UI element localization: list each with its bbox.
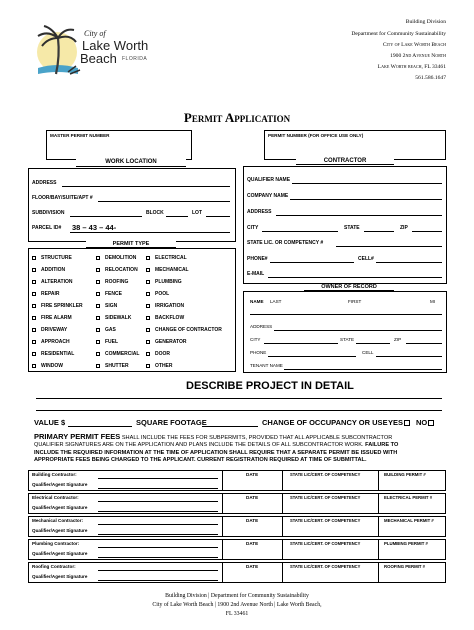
sub-contractor-field[interactable]	[98, 524, 218, 525]
permit-type-checkbox[interactable]	[146, 340, 150, 344]
permit-type-label: STRUCTURE	[41, 255, 72, 261]
permit-type-checkbox[interactable]	[32, 280, 36, 284]
wl-address-label: ADDRESS	[32, 180, 57, 186]
describe-heading: DESCRIBE PROJECT IN DETAIL	[186, 380, 354, 392]
sub-divider	[282, 562, 283, 583]
sub-qualifier-label: Qualifier/Agent Signature	[32, 574, 88, 579]
ct-email-label: E-MAIL	[247, 271, 265, 277]
permit-type-checkbox[interactable]	[96, 316, 100, 320]
yes-checkbox[interactable]	[404, 420, 410, 426]
ow-phone-label: PHONE	[250, 350, 267, 355]
permit-type-checkbox[interactable]	[146, 268, 150, 272]
sub-qualifier-label: Qualifier/Agent Signature	[32, 482, 88, 487]
header-city: City of Lake Worth Beach	[382, 42, 446, 48]
sub-license-label: STATE LIC/CERT. OF COMPETENCY	[290, 472, 361, 477]
sub-contractor-label: Building Contractor:	[32, 472, 77, 477]
ct-city-label: CITY	[247, 225, 259, 231]
sub-divider	[282, 470, 283, 491]
sub-qualifier-field[interactable]	[98, 557, 218, 558]
sub-license-label: STATE LIC/CERT. OF COMPETENCY	[290, 564, 361, 569]
permit-type-label: ROOFING	[105, 279, 129, 285]
yes-label: YES	[388, 418, 404, 427]
ct-qualifier-field[interactable]	[292, 183, 442, 184]
sub-divider	[282, 539, 283, 560]
permit-type-checkbox[interactable]	[146, 316, 150, 320]
permit-type-checkbox[interactable]	[96, 340, 100, 344]
sub-permit-label: PLUMBING PERMIT #	[384, 541, 428, 546]
permit-type-label: FENCE	[105, 291, 122, 297]
sub-divider	[378, 493, 379, 514]
wl-block-field[interactable]	[166, 216, 188, 217]
ow-address-field[interactable]	[274, 330, 442, 331]
permit-type-checkbox[interactable]	[96, 304, 100, 308]
sub-qualifier-label: Qualifier/Agent Signature	[32, 528, 88, 533]
ct-cell-field[interactable]	[376, 262, 442, 263]
sub-date-label: DATE	[246, 564, 259, 569]
ct-phone-label: PHONE#	[247, 256, 268, 262]
sub-divider	[222, 539, 223, 560]
wl-floor-label: FLOOR/BAY/SUITE/APT #	[32, 195, 93, 201]
permit-type-label: FUEL	[105, 339, 119, 345]
fees-notice	[34, 433, 446, 465]
sqft-label: SQUARE FOOTAGE	[136, 418, 207, 427]
describe-line-1[interactable]	[36, 398, 442, 399]
ow-address-label: ADDRESS	[250, 324, 273, 329]
sub-qualifier-field[interactable]	[98, 488, 218, 489]
permit-type-checkbox[interactable]	[32, 316, 36, 320]
wl-address-field[interactable]	[62, 186, 230, 187]
wl-block-label: BLOCK	[146, 210, 164, 216]
ow-cell-field[interactable]	[376, 356, 442, 357]
sub-qualifier-field[interactable]	[98, 511, 218, 512]
permit-type-checkbox[interactable]	[96, 280, 100, 284]
no-checkbox[interactable]	[428, 420, 434, 426]
permit-type-label: DOOR	[155, 351, 170, 357]
permit-type-label: FIRE ALARM	[41, 315, 72, 321]
sub-contractor-label: Roofing Contractor:	[32, 564, 76, 569]
sub-date-label: DATE	[246, 472, 259, 477]
permit-type-checkbox[interactable]	[32, 292, 36, 296]
sub-divider	[378, 470, 379, 491]
sub-contractor-label: Plumbing Contractor:	[32, 541, 80, 546]
sub-license-label: STATE LIC/CERT. OF COMPETENCY	[290, 495, 361, 500]
permit-type-checkbox[interactable]	[96, 352, 100, 356]
permit-type-label: IRRIGATION	[155, 303, 185, 309]
permit-type-label: OTHER	[155, 363, 173, 369]
sub-divider	[222, 562, 223, 583]
ow-name-label: NAME	[250, 299, 264, 304]
header-citystate: Lake Worth beach, FL 33461	[377, 64, 446, 70]
permit-type-checkbox[interactable]	[96, 256, 100, 260]
ct-address-field[interactable]	[276, 215, 442, 216]
logo-florida: FLORIDA	[122, 56, 148, 62]
ct-company-label: COMPANY NAME	[247, 193, 289, 199]
permit-type-label: CHANGE OF CONTRACTOR	[155, 327, 222, 333]
sub-license-label: STATE LIC/CERT. OF COMPETENCY	[290, 541, 361, 546]
permit-type-checkbox[interactable]	[146, 304, 150, 308]
permit-type-checkbox[interactable]	[96, 364, 100, 368]
ct-address-label: ADDRESS	[247, 209, 272, 215]
permit-type-checkbox[interactable]	[96, 292, 100, 296]
ct-cell-label: CELL#	[358, 256, 374, 262]
sub-contractor-field[interactable]	[98, 478, 218, 479]
sub-divider	[282, 516, 283, 537]
permit-type-label: REPAIR	[41, 291, 60, 297]
ow-cell-label: CELL	[362, 350, 374, 355]
permit-type-label: RELOCATION	[105, 267, 138, 273]
wl-lot-label: LOT	[192, 210, 202, 216]
permit-type-checkbox[interactable]	[32, 352, 36, 356]
ct-email-field[interactable]	[268, 277, 442, 278]
sub-permit-label: BUILDING PERMIT #	[384, 472, 426, 477]
ow-zip-label: ZIP	[394, 337, 402, 342]
sub-date-label: DATE	[246, 518, 259, 523]
sub-divider	[222, 493, 223, 514]
permit-type-label: ELECTRICAL	[155, 255, 187, 261]
permit-type-checkbox[interactable]	[32, 304, 36, 308]
permit-type-label: WINDOW	[41, 363, 63, 369]
permit-type-checkbox[interactable]	[32, 328, 36, 332]
permit-type-checkbox[interactable]	[146, 352, 150, 356]
master-permit-box[interactable]	[46, 130, 192, 160]
ow-name-field[interactable]	[250, 314, 442, 315]
permit-type-label: BACKFLOW	[155, 315, 185, 321]
permit-type-checkbox[interactable]	[32, 364, 36, 368]
sub-date-label: DATE	[246, 541, 259, 546]
ow-state-label: STATE	[340, 337, 355, 342]
sub-qualifier-field[interactable]	[98, 534, 218, 535]
wl-floor-field[interactable]	[98, 201, 230, 202]
permit-type-label: ADDITION	[41, 267, 66, 273]
sub-divider	[222, 516, 223, 537]
permit-type-label: SHUTTER	[105, 363, 129, 369]
ct-state-label: STATE	[344, 225, 360, 231]
sub-permit-label: MECHANICAL PERMIT #	[384, 518, 434, 523]
permit-type-label: ALTERATION	[41, 279, 73, 285]
sub-contractor-label: Mechanical Contractor:	[32, 518, 84, 523]
permit-type-label: RESIDENTIAL	[41, 351, 75, 357]
ow-last-label: LAST	[270, 299, 282, 304]
ct-zip-field[interactable]	[412, 231, 442, 232]
wl-subdivision-label: SUBDIVISION	[32, 210, 65, 216]
sub-permit-label: ROOFING PERMIT #	[384, 564, 426, 569]
permit-number-label: PERMIT NUMBER (FOR OFFICE USE ONLY)	[268, 133, 364, 138]
wl-parcel-value: 38 – 43 – 44-	[72, 223, 117, 232]
footer-line3: FL 33461	[225, 611, 249, 617]
sub-date-label: DATE	[246, 495, 259, 500]
value-label: VALUE $	[34, 418, 66, 427]
fees-line4: APPROPRIATE FEES BEING CHARGED TO THE APPLICANT. CURRENT REGISTRATION REQUIRED AT TIME OF SUBMITTAL.	[34, 457, 367, 464]
footer-line2: City of Lake Worth Beach | 1900 2nd Avenue North | Lake Worth Beach,	[152, 602, 322, 608]
logo-city-of: City of	[84, 29, 106, 38]
permit-type-checkbox[interactable]	[146, 292, 150, 296]
permit-type-label: POOL	[155, 291, 170, 297]
ct-city-field[interactable]	[262, 231, 338, 232]
permit-type-label: FIRE SPRINKLER	[41, 303, 83, 309]
header-phone: 561.586.1647	[415, 75, 446, 81]
sub-divider	[378, 539, 379, 560]
ow-tenant-label: TENANT NAME	[250, 363, 283, 368]
ow-first-label: FIRST	[348, 299, 362, 304]
permit-type-label: APPROACH	[41, 339, 70, 345]
fees-line3: INCLUDE THE REQUIRED INFORMATION AT THE TIME OF APPLICATION SHALL REQUIRE THAT A SEPARATE PERMIT BE ISSUED WITH	[34, 449, 398, 456]
no-label: NO	[416, 418, 428, 427]
sub-license-label: STATE LIC/CERT. OF COMPETENCY	[290, 518, 361, 523]
ow-tenant-field[interactable]	[284, 369, 442, 370]
ct-qualifier-label: QUALIFIER NAME	[247, 177, 291, 183]
permit-type-label: SIGN	[105, 303, 118, 309]
fees-line2b: FAILURE TO	[363, 442, 399, 449]
sub-contractor-field[interactable]	[98, 501, 218, 502]
owner-heading: OWNER OF RECORD	[304, 284, 394, 291]
permit-type-heading: PERMIT TYPE	[86, 241, 176, 248]
permit-type-checkbox[interactable]	[146, 364, 150, 368]
ct-company-field[interactable]	[290, 199, 442, 200]
ow-state-field[interactable]	[356, 343, 390, 344]
permit-type-label: COMMERCIAL	[105, 351, 140, 357]
sub-permit-label: ELECTRICAL PERMIT #	[384, 495, 433, 500]
fees-lead: PRIMARY PERMIT FEES	[34, 432, 121, 441]
change-occupancy-label: CHANGE OF OCCUPANCY OR USE	[262, 418, 388, 427]
ow-zip-field[interactable]	[406, 343, 442, 344]
permit-type-checkbox[interactable]	[32, 268, 36, 272]
wl-parcel-field[interactable]	[70, 232, 230, 233]
sqft-field[interactable]	[202, 426, 258, 427]
permit-type-label: GENERATOR	[155, 339, 187, 345]
wl-parcel-label: PARCEL ID#	[32, 225, 62, 231]
master-permit-label: MASTER PERMIT NUMBER	[50, 133, 110, 138]
wl-subdivision-field[interactable]	[70, 216, 142, 217]
sub-contractor-field[interactable]	[98, 547, 218, 548]
header-division: Building Division	[405, 19, 446, 25]
permit-type-checkbox[interactable]	[146, 280, 150, 284]
permit-type-checkbox[interactable]	[146, 256, 150, 260]
ct-state-field[interactable]	[364, 231, 394, 232]
ow-city-field[interactable]	[264, 343, 338, 344]
logo-beach: Beach	[80, 51, 117, 66]
sub-qualifier-field[interactable]	[98, 580, 218, 581]
permit-type-checkbox[interactable]	[96, 328, 100, 332]
ct-phone-field[interactable]	[270, 262, 354, 263]
city-logo	[30, 22, 150, 84]
ow-phone-field[interactable]	[268, 356, 356, 357]
footer-line1: Building Division | Department for Community Sustainability	[165, 593, 309, 599]
sub-contractor-field[interactable]	[98, 570, 218, 571]
ow-mi-label: MI	[430, 299, 436, 304]
page-title: Permit Application	[183, 110, 291, 125]
value-field[interactable]	[68, 426, 132, 427]
permit-type-label: DEMOLITION	[105, 255, 137, 261]
contractor-heading: CONTRACTOR	[296, 158, 394, 165]
permit-number-box[interactable]	[264, 130, 446, 160]
sub-divider	[222, 470, 223, 491]
wl-lot-field[interactable]	[206, 216, 230, 217]
permit-type-checkbox[interactable]	[32, 256, 36, 260]
fees-line1: SHALL INCLUDE THE FEES FOR SUBPERMITS, PROVIDED THAT ALL APPLICABLE SUBCONTRACTOR	[120, 435, 393, 441]
ow-city-label: CITY	[250, 337, 261, 342]
ct-license-label: STATE LIC. OR COMPETENCY #	[247, 240, 324, 246]
logo-lake-worth: Lake Worth	[82, 38, 149, 53]
header-department: Department for Community Sustainability	[351, 31, 446, 37]
sub-divider	[378, 516, 379, 537]
ct-zip-label: ZIP	[400, 225, 408, 231]
work-location-heading: WORK LOCATION	[76, 159, 186, 167]
permit-type-label: GAS	[105, 327, 116, 333]
permit-type-label: DRIVEWAY	[41, 327, 68, 333]
sub-qualifier-label: Qualifier/Agent Signature	[32, 551, 88, 556]
sub-qualifier-label: Qualifier/Agent Signature	[32, 505, 88, 510]
permit-type-checkbox[interactable]	[96, 268, 100, 272]
fees-line2a: QUALIFIER SIGNATURES ARE ON THE APPLICATION AND PLANS INCLUDE THE DETAILS OF ALL SUBCONTRACTOR WORK.	[34, 442, 364, 449]
sub-divider	[378, 562, 379, 583]
describe-line-2[interactable]	[36, 410, 442, 411]
ct-license-field[interactable]	[336, 246, 442, 247]
sub-contractor-label: Electrical Contractor:	[32, 495, 79, 500]
permit-type-label: MECHANICAL	[155, 267, 189, 273]
sub-divider	[282, 493, 283, 514]
permit-type-label: PLUMBING	[155, 279, 182, 285]
permit-type-label: SIDEWALK	[105, 315, 132, 321]
permit-type-checkbox[interactable]	[32, 340, 36, 344]
permit-type-checkbox[interactable]	[146, 328, 150, 332]
header-street: 1900 2nd Avenue North	[390, 53, 446, 59]
